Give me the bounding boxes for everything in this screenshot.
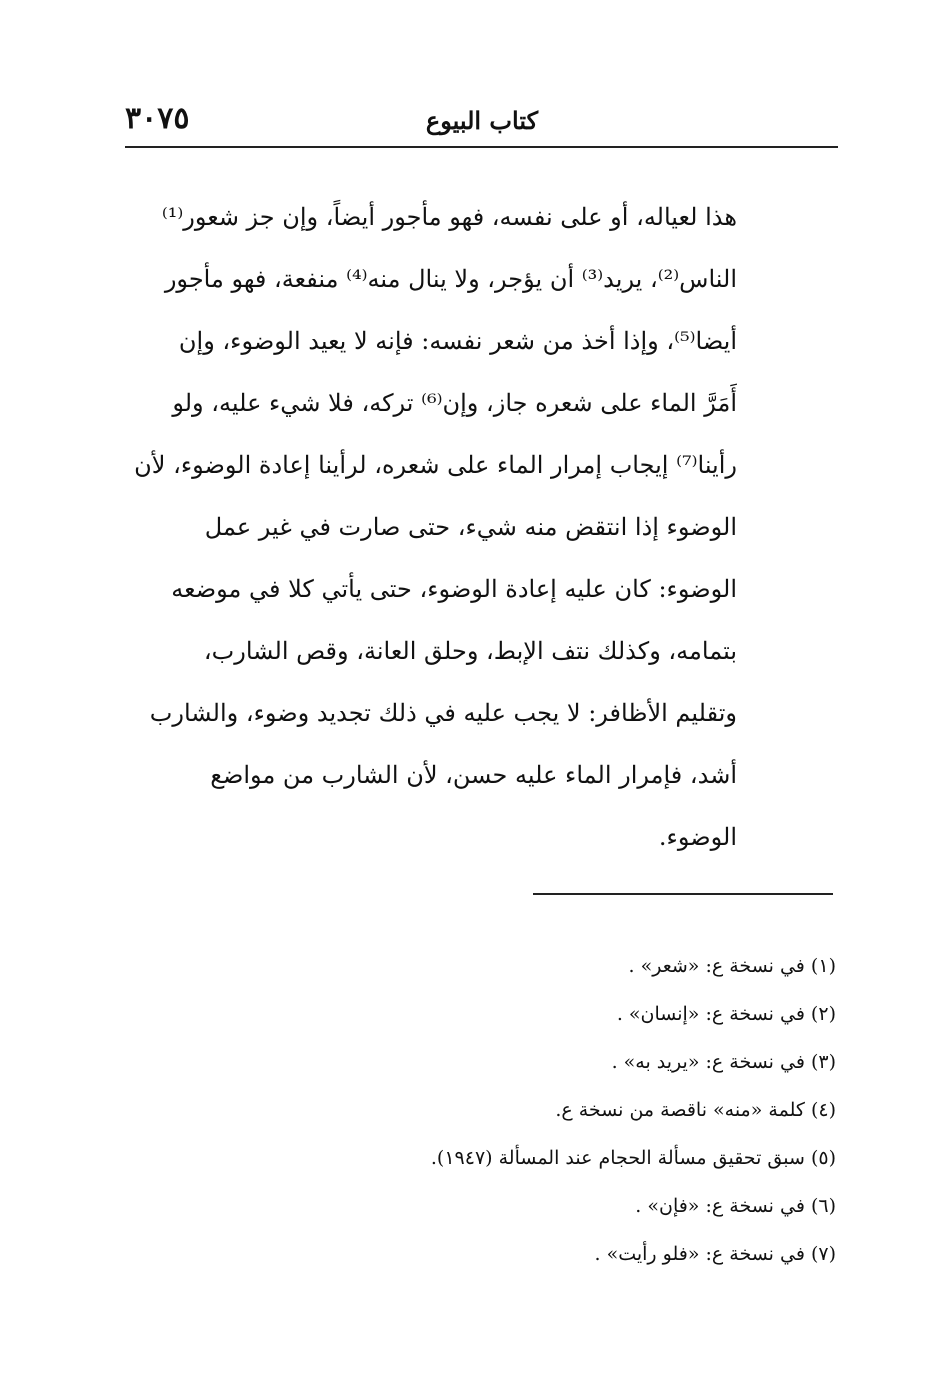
main-text — [125, 186, 737, 868]
footnote-3: (٣) في نسخة ع: «يريد به» . — [611, 1051, 836, 1073]
header-divider — [125, 146, 838, 148]
footnote-1: (١) في نسخة ع: «شعر» . — [628, 955, 836, 977]
footnotes — [300, 942, 836, 1278]
footnote-2: (٢) في نسخة ع: «إنسان» . — [616, 1003, 836, 1025]
text-line: وتقليم الأظافر: لا يجب عليه في ذلك تجديد وضوء، والشارب — [149, 699, 737, 727]
text-line: هذا لعياله، أو على نفسه، فهو مأجور أيضاً، وإن جز شعور⁽¹⁾ — [161, 203, 737, 231]
footnote-5: (٥) سبق تحقيق مسألة الحجام عند المسألة (١٩٤٧). — [430, 1147, 836, 1169]
header-title: كتاب البيوع — [425, 106, 538, 135]
text-line: أيضا⁽⁵⁾، وإذا أخذ من شعر نفسه: فإنه لا يعيد الوضوء، وإن — [178, 327, 737, 355]
text-line: رأينا⁽⁷⁾ إيجاب إمرار الماء على شعره، لرأينا إعادة الوضوء، لأن — [134, 451, 737, 479]
text-line: الناس⁽²⁾، يريد⁽³⁾ أن يؤجر، ولا ينال منه⁽⁴⁾ منفعة، فهو مأجور — [164, 265, 737, 293]
text-line: الوضوء. — [658, 823, 737, 851]
page-number: ٣٠٧٥ — [125, 101, 190, 136]
page-header — [125, 100, 838, 144]
footnote-6: (٦) في نسخة ع: «فإن» . — [635, 1195, 836, 1217]
text-line: أَمَرَّ الماء على شعره جاز، وإن⁽⁶⁾ تركه، فلا شيء عليه، ولو — [172, 389, 737, 417]
text-line: الوضوء: كان عليه إعادة الوضوء، حتى يأتي كلا في موضعه — [171, 575, 737, 603]
footnote-4: (٤) كلمة «منه» ناقصة من نسخة ع. — [555, 1099, 836, 1121]
footnote-divider — [533, 893, 833, 895]
text-line: بتمامه، وكذلك نتف الإبط، وحلق العانة، وقص الشارب، — [203, 637, 737, 665]
text-line: الوضوء إذا انتقض منه شيء، حتى صارت في غير عمل — [204, 513, 737, 541]
footnote-7: (٧) في نسخة ع: «فلو رأيت» . — [594, 1243, 836, 1265]
text-line: أشد، فإمرار الماء عليه حسن، لأن الشارب من مواضع — [210, 761, 737, 789]
